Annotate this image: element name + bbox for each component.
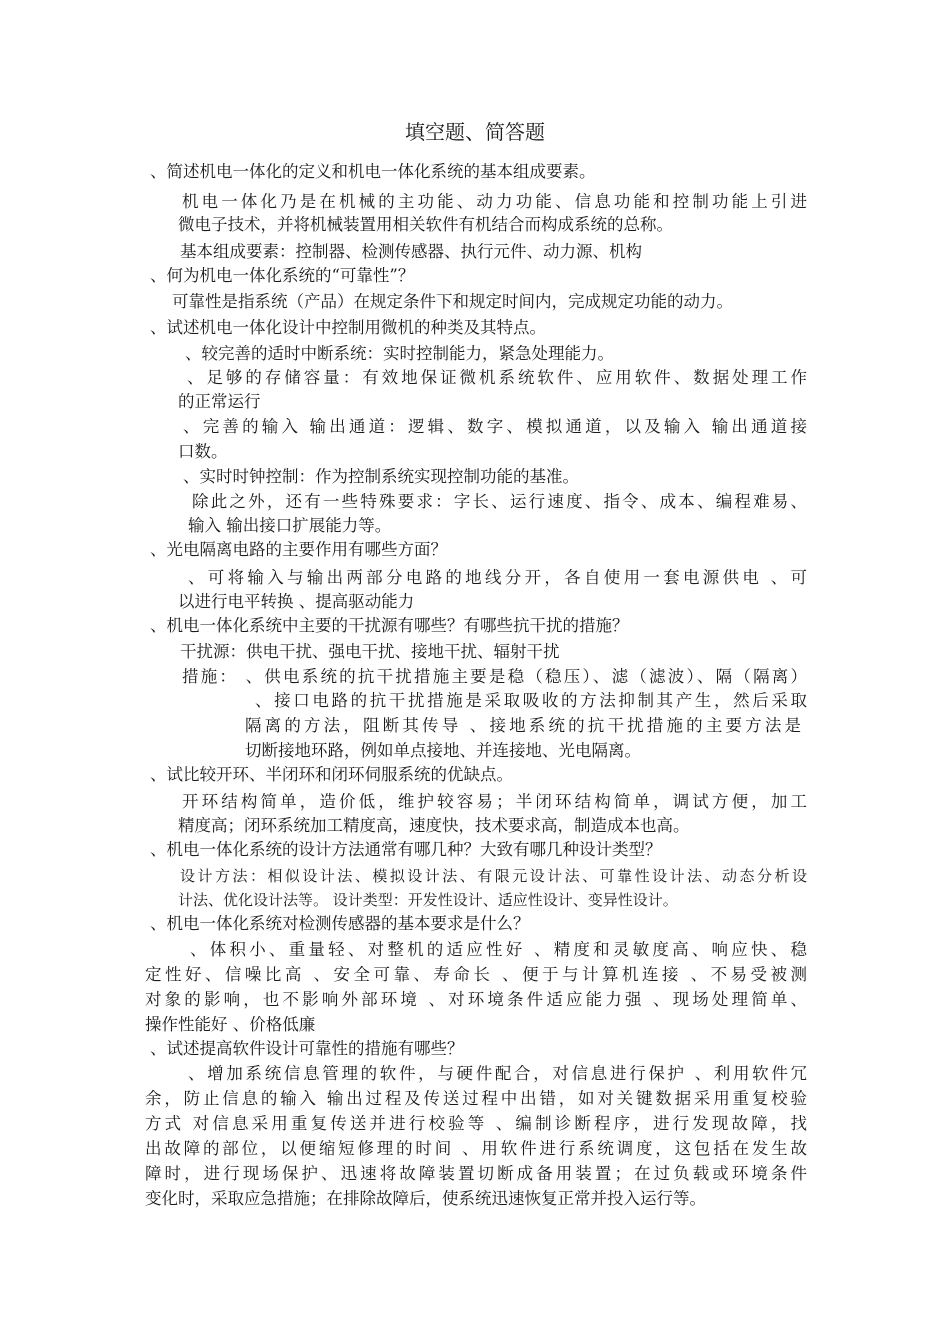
question-1: 、简述机电一体化的定义和机电一体化系统的基本组成要素。 [150,162,596,181]
answer-line: 定性好、信噪比高 、安全可靠、寿命长 、便于与计算机连接 、不易受被测 [145,965,807,984]
answer-line: 切断接地环路，例如单点接地、并连接地、光电隔离。 [245,741,641,760]
answer-line: 、体积小、重量轻、对整机的适应性好 、精度和灵敏度高、响应快、稳 [190,940,807,959]
answer-line: 余，防止信息的输入 输出过程及传送过程中出错，如对关键数据采用重复校验 [145,1089,807,1108]
answer-line: 、可将输入与输出两部分电路的地线分开，各自使用一套电源供电 、可 [188,568,807,587]
answer-line: 、足够的存储容量：有效地保证微机系统软件、应用软件、数据处理工作 [187,368,807,387]
answer-line: 干扰源：供电干扰、强电干扰、接地干扰、辐射干扰 [180,642,560,661]
answer-line: 变化时，采取应急措施；在排除故障后，使系统迅速恢复正常并投入运行等。 [145,1189,706,1208]
answer-line: 对象的影响，也不影响外部环境 、对环境条件适应能力强 、现场处理简单、 [145,990,807,1009]
answer-line: 操作性能好 、价格低廉 [145,1015,316,1034]
question-5: 、机电一体化系统中主要的干扰源有哪些？有哪些抗干扰的措施？ [150,616,629,635]
answer-line: 微电子技术，并将机械装置用相关软件有机结合而构成系统的总称。 [178,215,673,234]
answer-line: 以进行电平转换 、提高驱动能力 [178,592,415,611]
answer-line: 输入 输出接口扩展能力等。 [188,516,392,535]
answer-line: 、增加系统信息管理的软件，与硬件配合，对信息进行保护 、利用软件冗 [188,1064,807,1083]
answer-line: 、较完善的适时中断系统：实时控制能力，紧急处理能力。 [185,344,614,363]
answer-line: 隔离的方法，阻断其传导 、接地系统的抗干扰措施的主要方法是 [245,716,801,735]
question-2: 、何为机电一体化系统的“可靠性”？ [150,266,415,285]
answer-line: 机电一体化乃是在机械的主功能、动力功能、信息功能和控制功能上引进 [182,192,807,211]
answer-line: 的正常运行 [178,392,261,411]
answer-line: 精度高；闭环系统加工精度高，速度快，技术要求高，制造成本也高。 [178,816,690,835]
answer-line: 口数。 [178,442,228,461]
answer-line: 计法、优化设计法等。 设计类型：开发性设计、适应性设计、变异性设计。 [178,891,678,909]
question-7: 、机电一体化系统的设计方法通常有哪几种？大致有哪几种设计类型？ [150,840,662,859]
answer-line: 、接口电路的抗干扰措施是采取吸收的方法抑制其产生，然后采取 [255,691,807,710]
question-8: 、机电一体化系统对检测传感器的基本要求是什么？ [150,914,530,933]
answer-line: 、完善的输入 输出通道：逻辑、数字、模拟通道，以及输入 输出通道接 [183,417,807,436]
answer-line: 障时，进行现场保护、迅速将故障装置切断成备用装置；在过负载或环境条件 [145,1164,807,1183]
question-4: 、光电隔离电路的主要作用有哪些方面？ [150,540,447,559]
answer-line: 方式 对信息采用重复传送并进行校验等 、编制诊断程序，进行发现故障，找 [145,1114,807,1133]
page-title: 填空题、简答题 [405,120,545,144]
answer-line: 设计方法：相似设计法、模拟设计法、有限元设计法、可靠性设计法、动态分析设 [180,867,807,885]
answer-line: 、实时时钟控制：作为控制系统实现控制功能的基准。 [183,467,579,486]
question-3: 、试述机电一体化设计中控制用微机的种类及其特点。 [150,318,546,337]
answer-line: 开环结构简单，造价低，维护较容易；半闭环结构简单，调试方便，加工 [182,792,807,811]
answer-line: 出故障的部位，以便缩短修理的时间 、用软件进行系统调度，这包括在发生故 [145,1139,807,1158]
question-9: 、试述提高软件设计可靠性的措施有哪些？ [150,1039,464,1058]
answer-line: 可靠性是指系统（产品）在规定条件下和规定时间内，完成规定功能的动力。 [172,292,733,311]
answer-line: 基本组成要素：控制器、检测传感器、执行元件、动力源、机构 [180,242,642,261]
answer-line: 措施： 、供电系统的抗干扰措施主要是稳（稳压）、滤（滤波）、隔（隔离） [182,667,807,686]
answer-line: 除此之外，还有一些特殊要求：字长、运行速度、指令、成本、编程难易、 [192,492,807,511]
question-6: 、试比较开环、半闭环和闭环伺服系统的优缺点。 [150,765,513,784]
